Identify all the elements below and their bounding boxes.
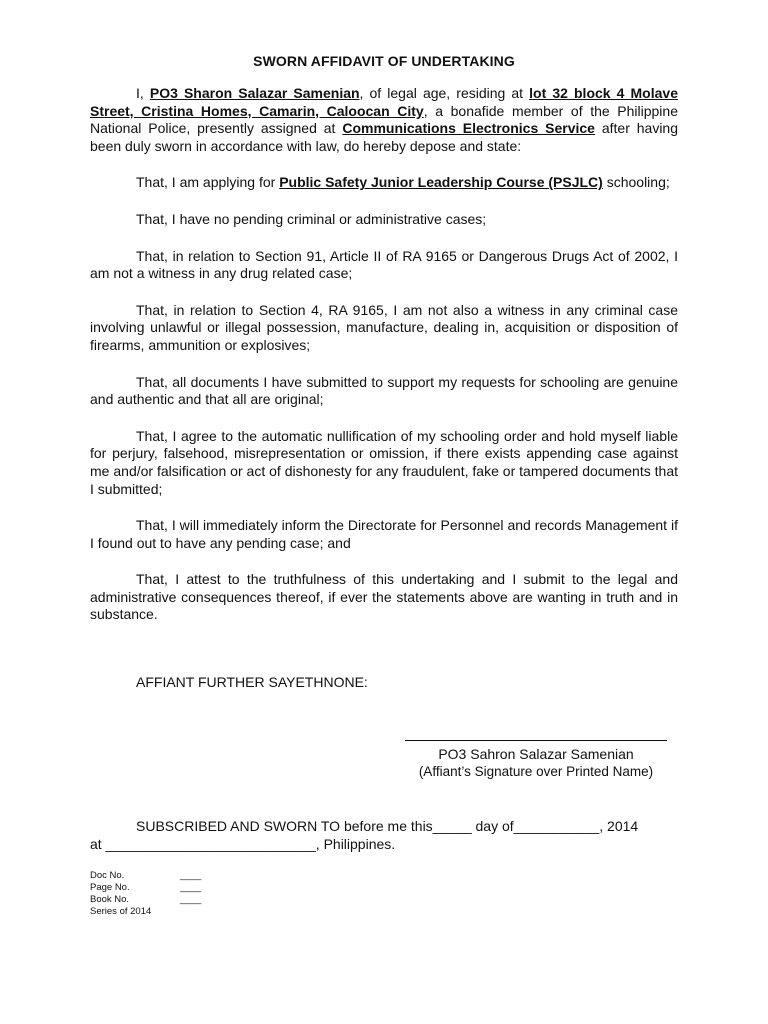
signature-printed-name: PO3 Sahron Salazar Samenian [438, 746, 634, 762]
notary-row-book [90, 894, 202, 906]
notary-row-doc [90, 870, 202, 882]
notary-row-series [90, 906, 151, 918]
intro-text-4: after having been duly sworn in accordance with law, do hereby depose and state: [90, 120, 679, 154]
intro-text-2: , of legal age, residing at [359, 85, 530, 101]
affiant-address: lot 32 block 4 Molave Street, Cristina Homes, Camarin, Caloocan City [90, 85, 678, 119]
notary-blank: ____ [180, 882, 202, 893]
subscribed-line-2: at ___________________________, Philippines. [90, 836, 396, 852]
assigned-office: Communications Electronics Service [342, 120, 595, 137]
paragraph-course [90, 174, 678, 192]
intro-text-1: I, [136, 85, 150, 101]
paragraph-introduction [90, 85, 678, 155]
course-text-1: That, I am applying for [136, 174, 280, 191]
paragraph-nullification: That, I agree to the automatic nullification of my schooling order and hold myself liable for perjury, falsehood, misrepresentation or omission, if there exists appending case against me and/or falsification or act of dishonesty for any fraudulent, fake or tampered documents that I submitted; [90, 427, 678, 497]
signature-caption: (Affiant’s Signature over Printed Name) [418, 764, 654, 779]
notary-details [90, 870, 202, 918]
paragraph-firearms-witness: That, in relation to Section 4, RA 9165, I am not also a witness in any criminal case involving unlawful or illegal possession, manufacture, dealing in, acquisition or disposition of firearms, ammunition or explosives; [90, 301, 678, 353]
affiant-further-text: AFFIANT FURTHER SAYETHNONE: [136, 674, 368, 690]
paragraph-attestation: That, I attest to the truthfulness of this undertaking and I submit to the legal and administrative consequences thereof, if ever the statements above are wanting in truth and in substance. [90, 571, 678, 623]
notary-label: Page No. [90, 882, 130, 893]
document-title: SWORN AFFIDAVIT OF UNDERTAKING [253, 53, 515, 69]
signature-line [405, 726, 667, 741]
paragraph-drug-witness: That, in relation to Section 91, Article II of RA 9165 or Dangerous Drugs Act of 2002, I am not a witness in any drug related case; [90, 247, 678, 282]
notary-label: Doc No. [90, 870, 125, 881]
notary-blank: ____ [180, 894, 202, 905]
affiant-name: PO3 Sharon Salazar Samenian [149, 85, 360, 101]
course-text-2: schooling; [602, 174, 670, 191]
subscribed-line-1: SUBSCRIBED AND SWORN TO before me this_____ day of___________, 2014 [136, 818, 639, 834]
affidavit-body [90, 85, 678, 643]
paragraph-documents-genuine: That, all documents I have submitted to support my requests for schooling are genuine and authentic and that all are original; [90, 373, 678, 408]
course-name: Public Safety Junior Leadership Course (PSJLC) [279, 174, 603, 191]
paragraph-no-pending-cases: That, I have no pending criminal or administrative cases; [136, 210, 487, 227]
notary-row-page [90, 882, 202, 894]
notary-blank: ____ [180, 870, 202, 881]
paragraph-inform-directorate: That, I will immediately inform the Directorate for Personnel and records Management if I found out to have any pending case; and [90, 517, 678, 551]
notary-label: Series of 2014 [90, 906, 152, 917]
intro-text-3: , a bonafide member of the Philippine National Police, presently assigned at [90, 102, 678, 137]
notary-label: Book No. [90, 894, 130, 905]
